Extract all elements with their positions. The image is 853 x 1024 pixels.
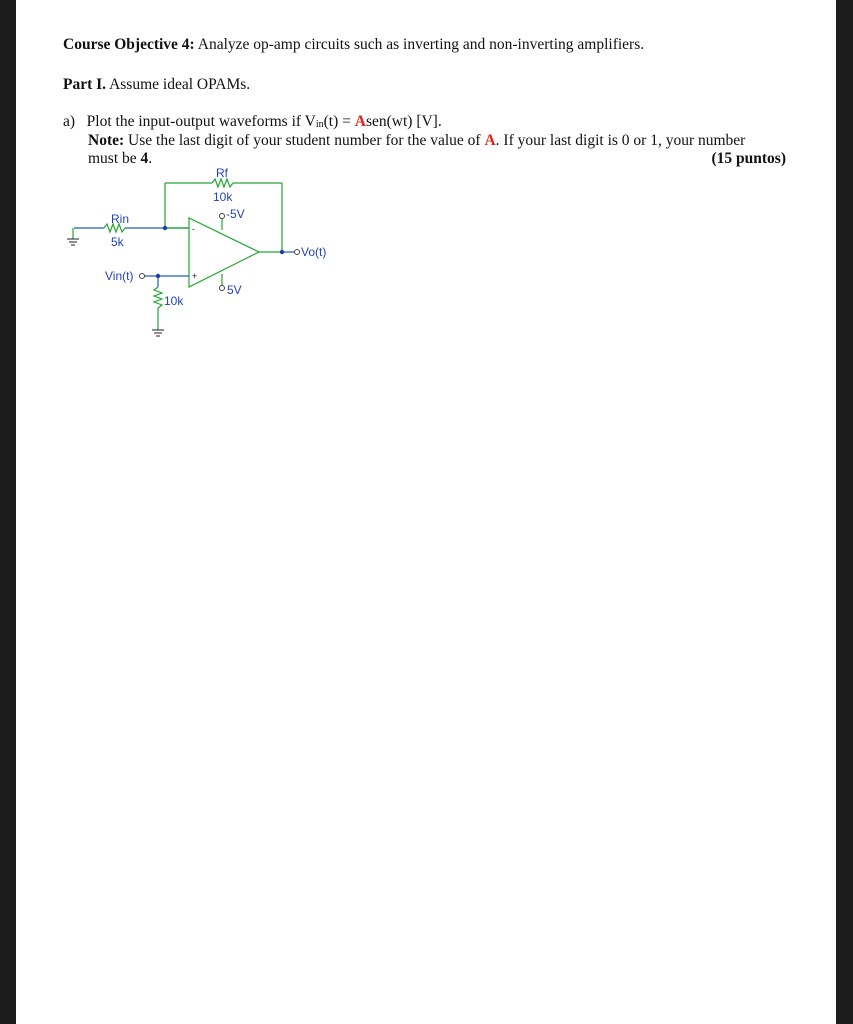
rf-label: Rf	[216, 166, 228, 180]
pos-supply-label: 5V	[227, 283, 242, 297]
note-label: Note:	[88, 132, 125, 149]
rin-value: 5k	[111, 235, 124, 249]
question-subscript: in	[315, 119, 324, 130]
question-text-mid: (t) =	[323, 113, 355, 130]
rground-resistor	[154, 287, 162, 308]
output-label: Vo(t)	[301, 245, 327, 259]
objective-label: Course Objective 4:	[63, 36, 195, 53]
part-text: Assume ideal OPAMs.	[109, 76, 251, 93]
note-line2-bold: 4	[140, 150, 149, 167]
question-text-before: Plot the input-output waveforms if V	[86, 113, 316, 130]
rground-value: 10k	[164, 294, 184, 308]
question-variable: A	[354, 113, 366, 130]
neg-supply-label: -5V	[226, 207, 245, 221]
plus-sign: +	[192, 271, 198, 281]
note-line2-end: .	[148, 150, 153, 167]
minus-sign: -	[192, 224, 195, 234]
note-text-before: Use the last digit of your student number for the value of	[128, 132, 481, 149]
note-text-after: . If your last digit is 0 or 1, your number	[495, 132, 746, 149]
input-label: Vin(t)	[105, 269, 134, 283]
opamp-circuit-diagram	[16, 0, 836, 360]
question-text-after: sen(wt) [V].	[365, 113, 442, 130]
note-line2-before: must be	[88, 150, 137, 167]
rin-label: Rin	[111, 212, 130, 226]
opamp-triangle	[189, 218, 259, 287]
document-page	[16, 0, 836, 1024]
points-label: (15 puntos)	[711, 150, 786, 167]
node-output-junction	[280, 250, 284, 254]
node-minus-junction	[163, 226, 167, 230]
rf-resistor	[212, 179, 233, 187]
neg-supply-terminal	[220, 214, 225, 219]
output-terminal	[295, 250, 300, 255]
input-terminal	[140, 274, 145, 279]
part-label: Part I.	[63, 76, 107, 93]
objective-text: Analyze op-amp circuits such as inverting and non-inverting amplifiers.	[197, 36, 645, 53]
node-plus-junction	[156, 274, 160, 278]
rf-value: 10k	[213, 190, 233, 204]
question-marker: a)	[63, 113, 76, 130]
note-variable: A	[484, 132, 496, 149]
pos-supply-terminal	[220, 286, 225, 291]
